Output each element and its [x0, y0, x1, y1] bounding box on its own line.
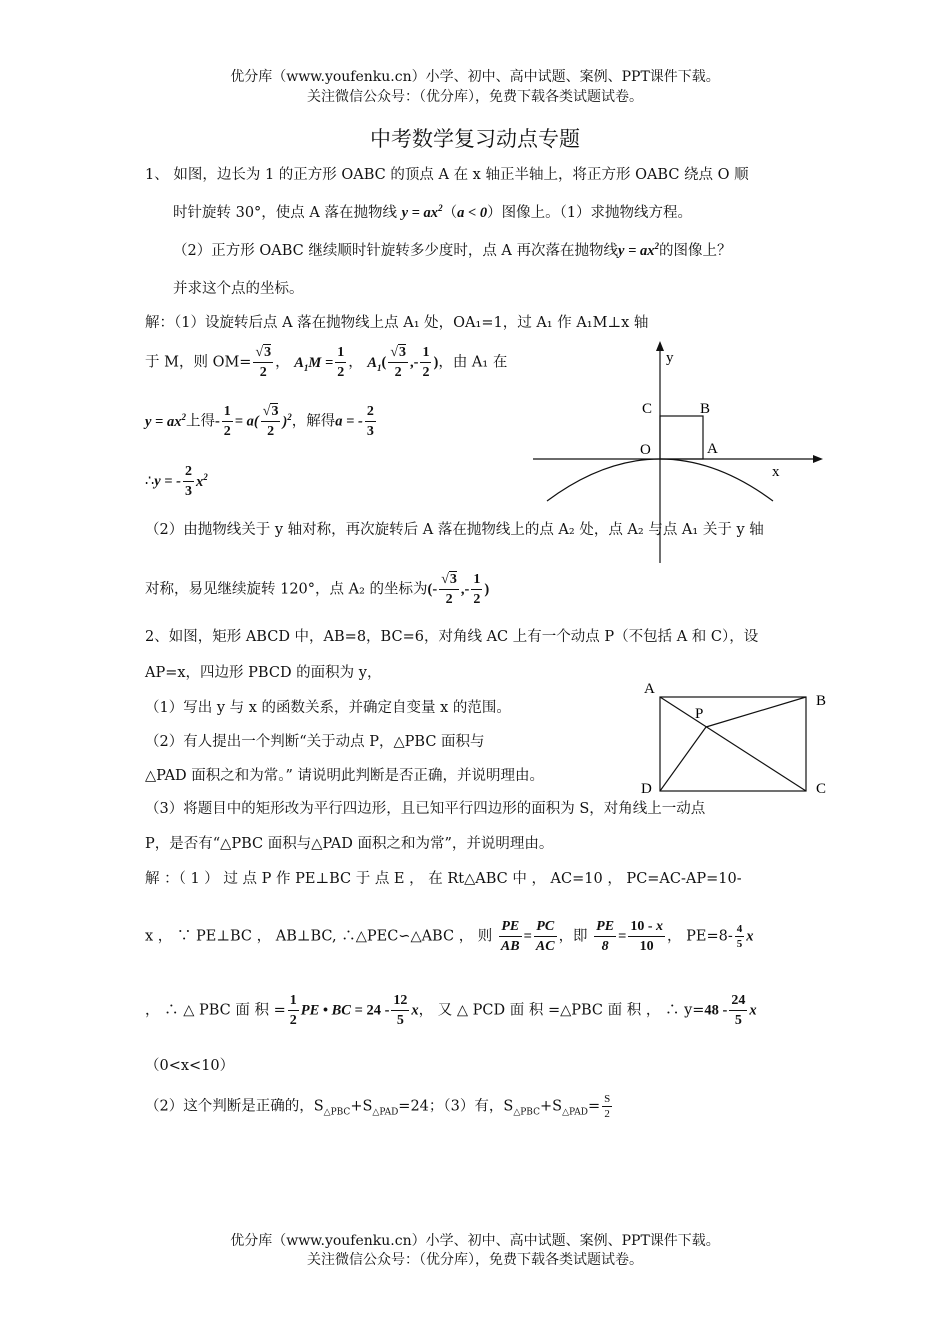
q2-line-6: （3）将题目中的矩形改为平行四边形，且已知平行四边形的面积为 S，对角线上一动点 — [145, 801, 706, 817]
sol1-line-6: 对称，易见继续旋转 120°，点 A₂ 的坐标为(- $\frac{√3}{2}$ ,- $\frac{1}{2}$ ) — [145, 572, 490, 607]
fig1-label-a: A — [707, 441, 718, 457]
fig2-label-c: C — [816, 781, 827, 797]
square-oabc — [660, 416, 703, 459]
q2-line-5: △PAD 面积之和为常。” 请说明此判断是否正确，并说明理由。 — [145, 768, 545, 784]
q1-line-4: 并求这个点的坐标。 — [173, 281, 304, 297]
sol2-line-1: 解 ：（ 1 ） 过 点 P 作 PE⊥BC 于 点 E ， 在 Rt△ABC 中 ， AC=10 ， PC=AC-AP=10- — [145, 871, 742, 887]
segment-pb — [706, 697, 806, 727]
sol1-line-3: $y = ax^2$上得- $\frac{1}{2}$ = a( $\frac{√3}{2}$ )$^2$，解得a = - $\frac{2}{3}$ — [145, 404, 374, 439]
sol1-line-5: （2）由抛物线关于 y 轴对称，再次旋转后 A 落在抛物线上的点 A₂ 处，点 A₂ 与点 A₁ 关于 y 轴 — [145, 522, 764, 538]
fig1-label-y: y — [666, 350, 674, 366]
parabola-square-figure — [525, 335, 830, 570]
fig2-label-d: D — [641, 781, 652, 797]
footer-line-1: 优分库（www.youfenku.cn）小学、初中、高中试题、案例、PPT课件下载。 — [230, 1233, 720, 1249]
sol2-line-3: ， ∴ △ PBC 面 积 = $\frac{1}{2}$ PE • BC = 24 - $\frac{12}{5}$ x， 又 △ PCD 面 积 =△PBC 面 积 ， ∴ y=48 - $\frac{24}{5}$ x — [145, 993, 757, 1028]
q1-line-2: 时针旋转 30°，使点 A 落在抛物线 $y = ax^2(a < 0)$图像上。（1）求抛物线方程。 — [173, 203, 693, 221]
sol2-line-2: x ， ∵ PE⊥BC ， AB⊥BC, ∴△PEC∽△ABC ， 则 $\frac{PE}{AB}$ = $\frac{PC}{AC}$ ，即 $\frac{PE}{8}$ = $\frac{10 - x}{10}$ ， PE=8- $\frac{4}{5}$ x — [145, 919, 754, 954]
fig2-label-p: P — [695, 706, 704, 722]
sol2-line-5: （2）这个判断是正确的，$S_{\triangle PBC}+S_{\triangle PAD}=24$；（3）有，$S_{\triangle PBC}+S_{\triangle PAD}=$ $\frac{S}{2}$ — [145, 1093, 611, 1120]
q2-line-2: AP=x，四边形 PBCD 的面积为 y， — [145, 665, 382, 681]
sol2-line-4: （0<x<10） — [145, 1058, 235, 1074]
fig1-label-b: B — [700, 401, 711, 417]
q2-line-1: 2、如图，矩形 ABCD 中，AB=8，BC=6，对角线 AC 上有一个动点 P（不包括 A 和 C），设 — [145, 629, 759, 645]
q1-line-3: （2）正方形 OABC 继续顺时针旋转多少度时，点 A 再次落在抛物线$y = ax^2$的图像上？ — [173, 241, 732, 259]
page-title: 中考数学复习动点专题 — [370, 127, 580, 151]
fig1-label-c: C — [642, 401, 653, 417]
sol1-line-4: ∴y = - $\frac{2}{3}$ $x^2$ — [145, 464, 208, 499]
sol1-line-1: 解：（1）设旋转后点 A 落在抛物线上点 A₁ 处，OA₁=1，过 A₁ 作 A₁M⊥x 轴 — [145, 315, 649, 331]
header-line-2: 关注微信公众号：（优分库），免费下载各类试题试卷。 — [307, 89, 643, 105]
diagonal-ac — [660, 697, 806, 791]
fig1-label-x: x — [772, 464, 780, 480]
x-axis-arrow-icon — [813, 455, 823, 463]
q2-line-7: P，是否有“△PBC 面积与△PAD 面积之和为常”，并说明理由。 — [145, 836, 554, 852]
fig1-label-o: O — [640, 442, 651, 458]
q1-line-1: 1、 如图，边长为 1 的正方形 OABC 的顶点 A 在 x 轴正半轴上，将正方形 OABC 绕点 O 顺 — [145, 167, 749, 183]
fig2-label-b: B — [816, 693, 827, 709]
header-line-1: 优分库（www.youfenku.cn）小学、初中、高中试题、案例、PPT课件下载。 — [230, 69, 720, 85]
sol1-line-2: 于 M，则 OM= $\frac{√3}{2}$ ， $A_1M$ = $\frac{1}{2}$ ， $A_1$( $\frac{√3}{2}$ ,- $\frac{1}{2}$ )，由 A₁ 在 — [145, 345, 508, 380]
footer-line-2: 关注微信公众号：（优分库），免费下载各类试题试卷。 — [307, 1252, 643, 1268]
y-axis-arrow-icon — [656, 341, 664, 351]
fig2-label-a: A — [644, 681, 655, 697]
segment-pd — [660, 727, 706, 791]
rectangle-abcd-figure — [635, 675, 835, 805]
q2-line-4: （2）有人提出一个判断“关于动点 P，△PBC 面积与 — [145, 734, 485, 750]
q2-line-3: （1）写出 y 与 x 的函数关系，并确定自变量 x 的范围。 — [145, 700, 511, 716]
